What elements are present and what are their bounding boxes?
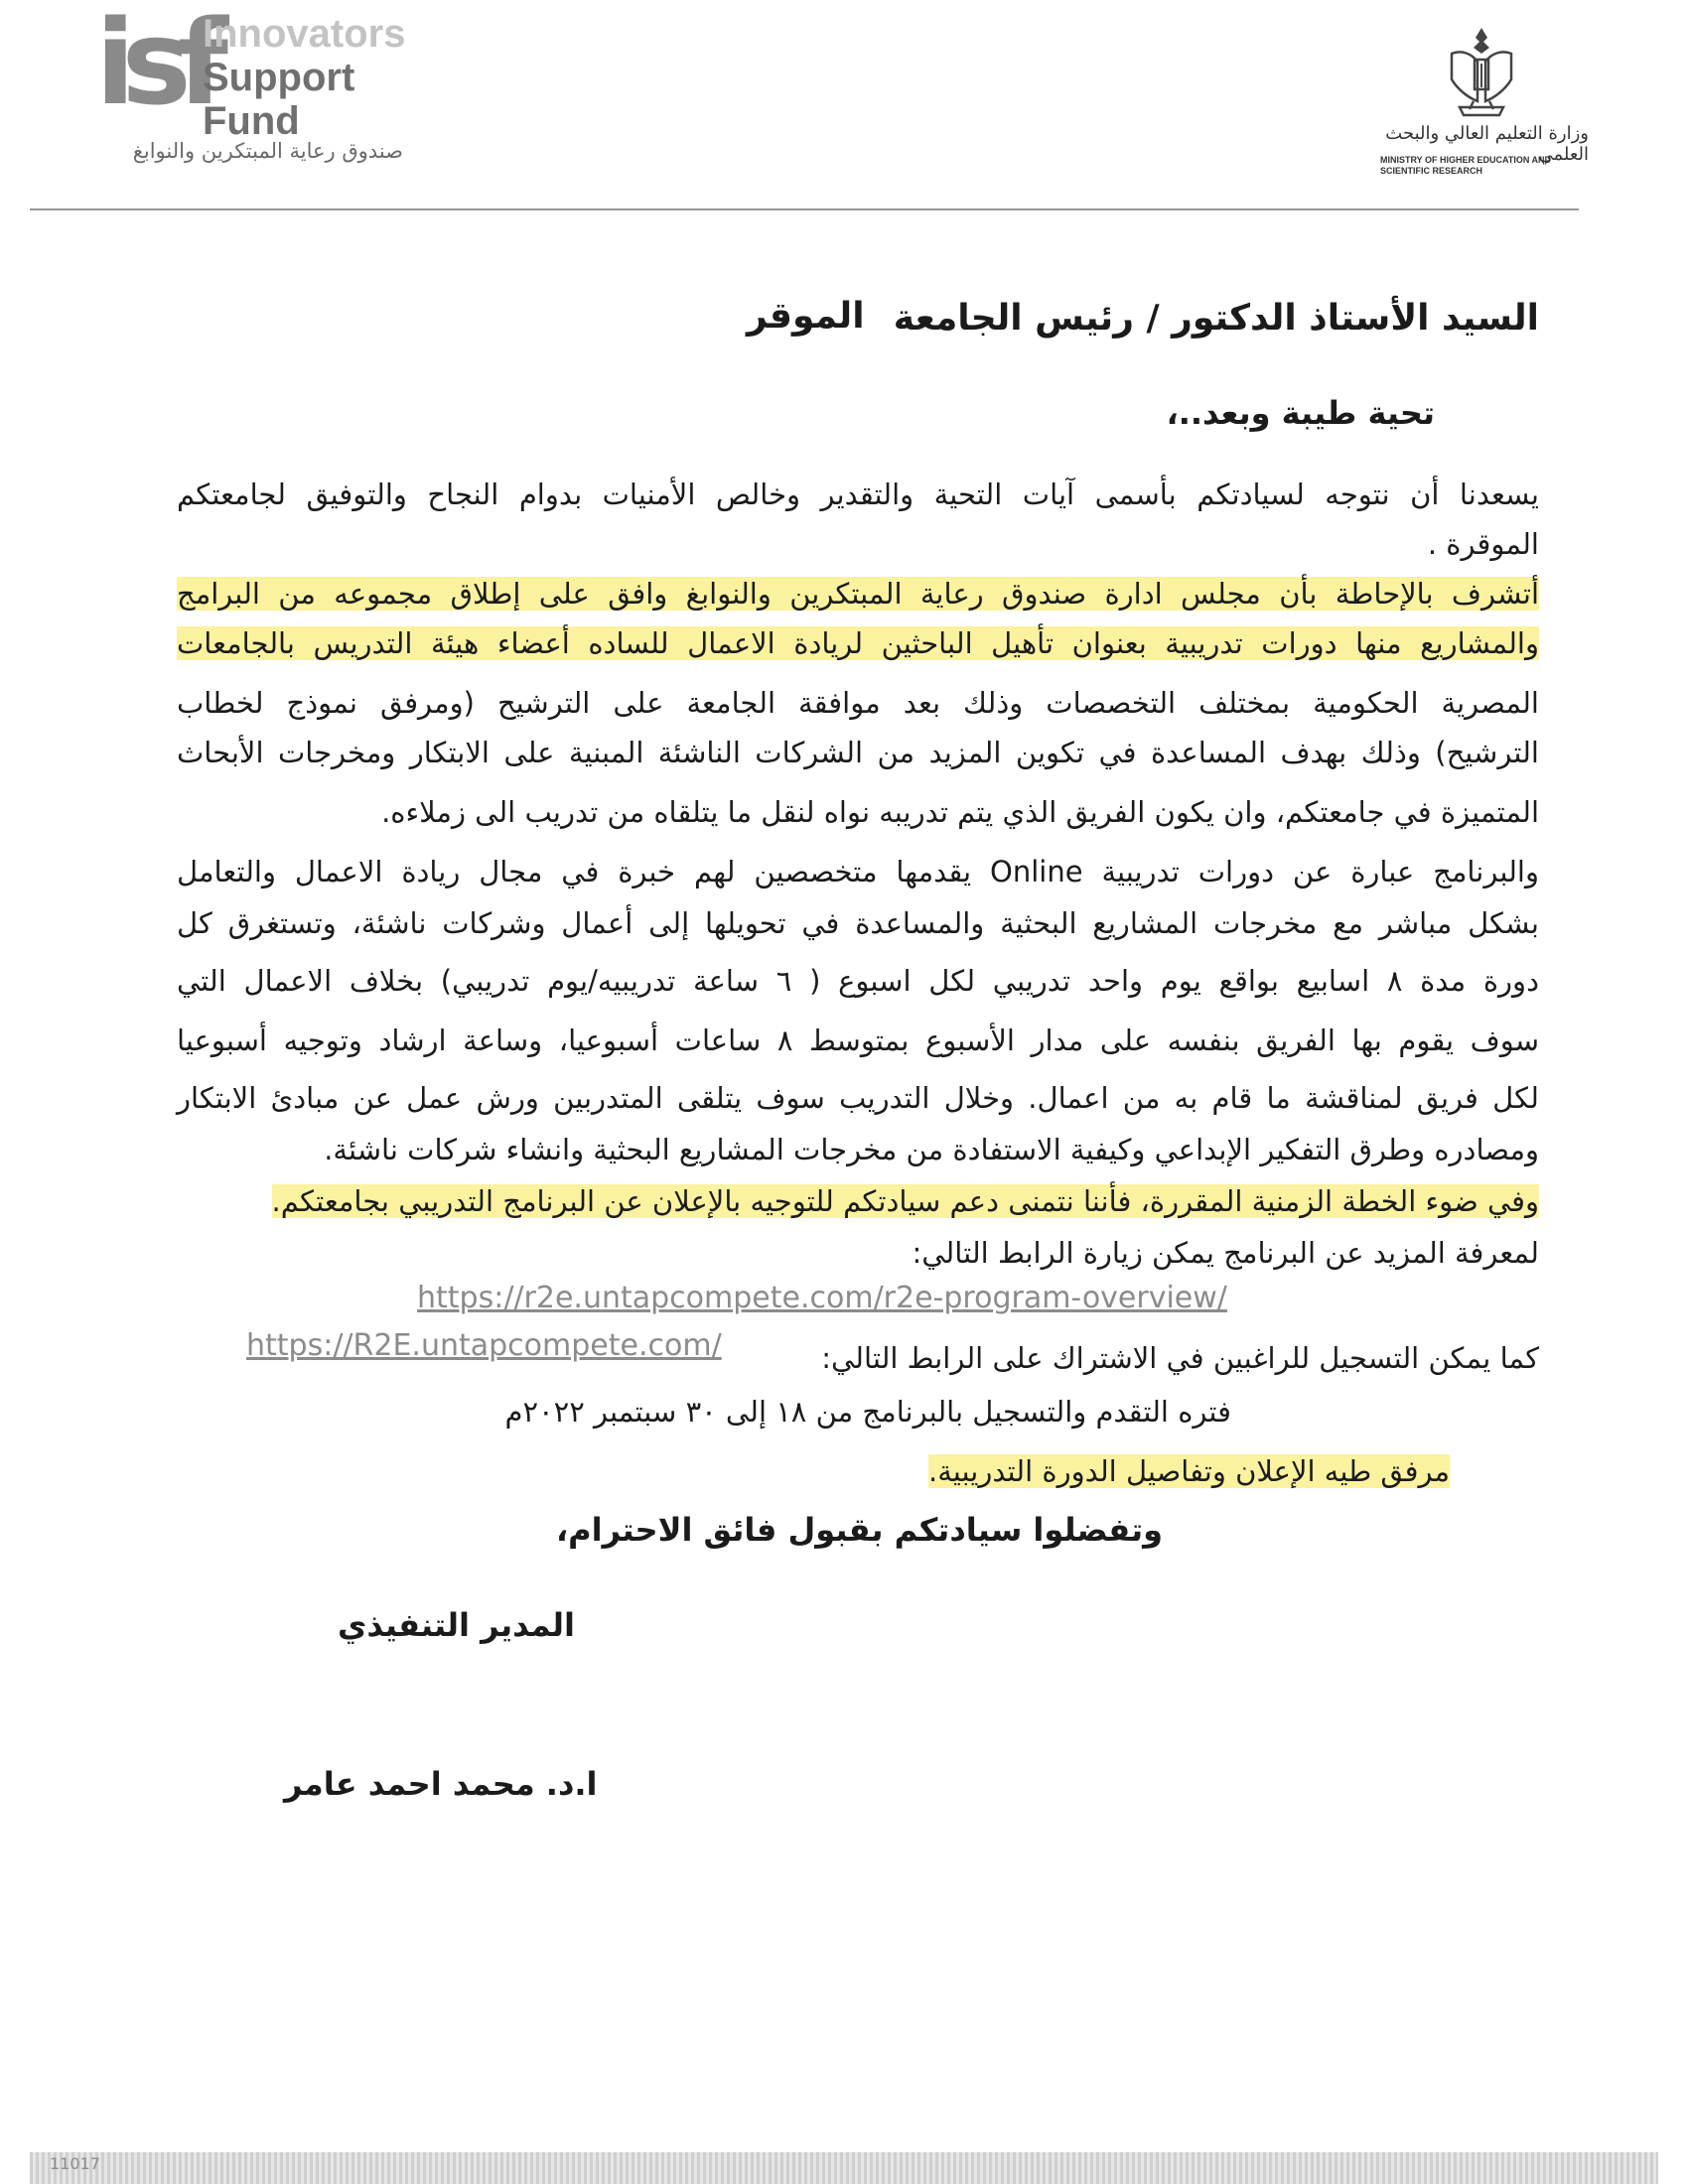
ministry-logo: [1380, 24, 1589, 193]
body-line-11: سوف يقوم بها الفريق بنفسه على مدار الأسبوع بمتوسط ٨ ساعات أسبوعيا، وساعة ارشاد وتوجيه أسبوعيا: [177, 1024, 1539, 1057]
body-line-6: الترشيح) وذلك بهدف المساعدة في تكوين المزيد من الشركات الناشئة المبنية على الابتكار ومخرجات الأبحاث: [177, 736, 1539, 769]
isf-logo-mark: isf: [95, 0, 215, 131]
signature-name: ا.د. محمد احمد عامر: [284, 1765, 598, 1803]
highlighted-text: أتشرف بالإحاطة بأن مجلس ادارة صندوق رعاية المبتكرين والنوابغ وافق على إطلاق مجموعه من البرامج: [177, 577, 1539, 611]
attachment-note: [928, 1449, 1450, 1493]
registration-link[interactable]: https://R2E.untapcompete.com/: [246, 1328, 722, 1363]
body-line-1: يسعدنا أن نتوجه لسيادتكم بأسمى آيات التحية والتقدير وخالص الأمنيات بدوام النجاح والتوفيق لجامعتكم: [177, 478, 1539, 511]
isf-logo-arabic-name: صندوق رعاية المبتكرين والنوابغ: [132, 139, 403, 163]
body-line-3: [177, 572, 1539, 615]
isf-logo-word-3: Fund: [203, 99, 300, 143]
body-line-7: المتميزة في جامعتكم، وان يكون الفريق الذي يتم تدريبه نواه لنقل ما يتلقاه من تدريب الى زملاءه.: [381, 795, 1539, 829]
body-line-12: لكل فريق لمناقشة ما قام به من اعمال. وخلال التدريب سوف يتلقى المتدربين ورش عمل عن مبادئ الابتكار: [177, 1081, 1539, 1115]
body-line-5: المصرية الحكومية بمختلف التخصصات وذلك بعد موافقة الجامعة على الترشيح (ومرفق نموذج لخطاب: [177, 686, 1539, 720]
header-divider: [30, 208, 1579, 210]
isf-logo-icon: [95, 0, 423, 165]
footer-number: 11017: [50, 2154, 100, 2173]
body-line-9: بشكل مباشر مع مخرجات المشاريع البحثية والمساعدة في تحويلها إلى أعمال وشركات ناشئة، وتستغرق كل: [177, 906, 1539, 940]
isf-logo-words: [203, 12, 421, 143]
registration-period: فتره التقدم والتسجيل بالبرنامج من ١٨ إلى ٣٠ سبتمبر ٢٠٢٢م: [504, 1395, 1231, 1429]
highlighted-text: مرفق طيه الإعلان وتفاصيل الدورة التدريبية.: [927, 1454, 1450, 1488]
body-line-2: الموقرة .: [1427, 527, 1539, 561]
program-overview-link[interactable]: https://r2e.untapcompete.com/r2e-program-overview/: [417, 1281, 1227, 1315]
registration-text: كما يمكن التسجيل للراغبين في الاشتراك على الرابط التالي:: [821, 1341, 1539, 1375]
ministry-english-name: MINISTRY OF HIGHER EDUCATION AND SCIENTIFIC RESEARCH: [1380, 155, 1552, 176]
signature-title: المدير التنفيذي: [338, 1606, 575, 1644]
addressee: السيد الأستاذ الدكتور / رئيس الجامعة: [893, 298, 1539, 339]
isf-logo-word-2: Support: [203, 56, 355, 99]
body-line-8: والبرنامج عبارة عن دورات تدريبية Online يقدمها متخصصين لهم خبرة في مجال ريادة الاعمال والتعامل: [177, 855, 1539, 888]
highlighted-text: وفي ضوء الخطة الزمنية المقررة، فأننا نتمنى دعم سيادتكم للتوجيه بالإعلان عن البرنامج التدريبي بجامعتكم.: [271, 1184, 1539, 1218]
greeting: تحية طيبة وبعد..،: [1166, 394, 1435, 432]
addressee-honorific: الموقر: [747, 296, 865, 337]
isf-logo-word-1: Innovators: [203, 12, 406, 56]
footer-bar: [30, 2152, 1658, 2184]
body-line-15: لمعرفة المزيد عن البرنامج يمكن زيارة الرابط التالي:: [912, 1236, 1539, 1270]
body-line-4: [177, 621, 1539, 665]
eagle-emblem-icon: [1444, 24, 1519, 119]
highlighted-text: والمشاريع منها دورات تدريبية بعنوان تأهيل الباحثين لريادة الاعمال للساده أعضاء هيئة التدريس بالجامعات: [177, 626, 1539, 660]
body-line-14: [272, 1179, 1539, 1223]
body-line-10: دورة مدة ٨ اسابيع بواقع يوم واحد تدريبي لكل اسبوع ( ٦ ساعة تدريبيه/يوم تدريبي) بخلاف الاعمال التي: [177, 964, 1539, 998]
closing: وتفضلوا سيادتكم بقبول فائق الاحترام،: [556, 1511, 1163, 1549]
ministry-arabic-name: وزارة التعليم العالي والبحث العلمي: [1385, 123, 1589, 165]
body-line-13: ومصادره وطرق التفكير الإبداعي وكيفية الاستفادة من مخرجات المشاريع البحثية وانشاء شركات ناشئة.: [324, 1133, 1539, 1166]
